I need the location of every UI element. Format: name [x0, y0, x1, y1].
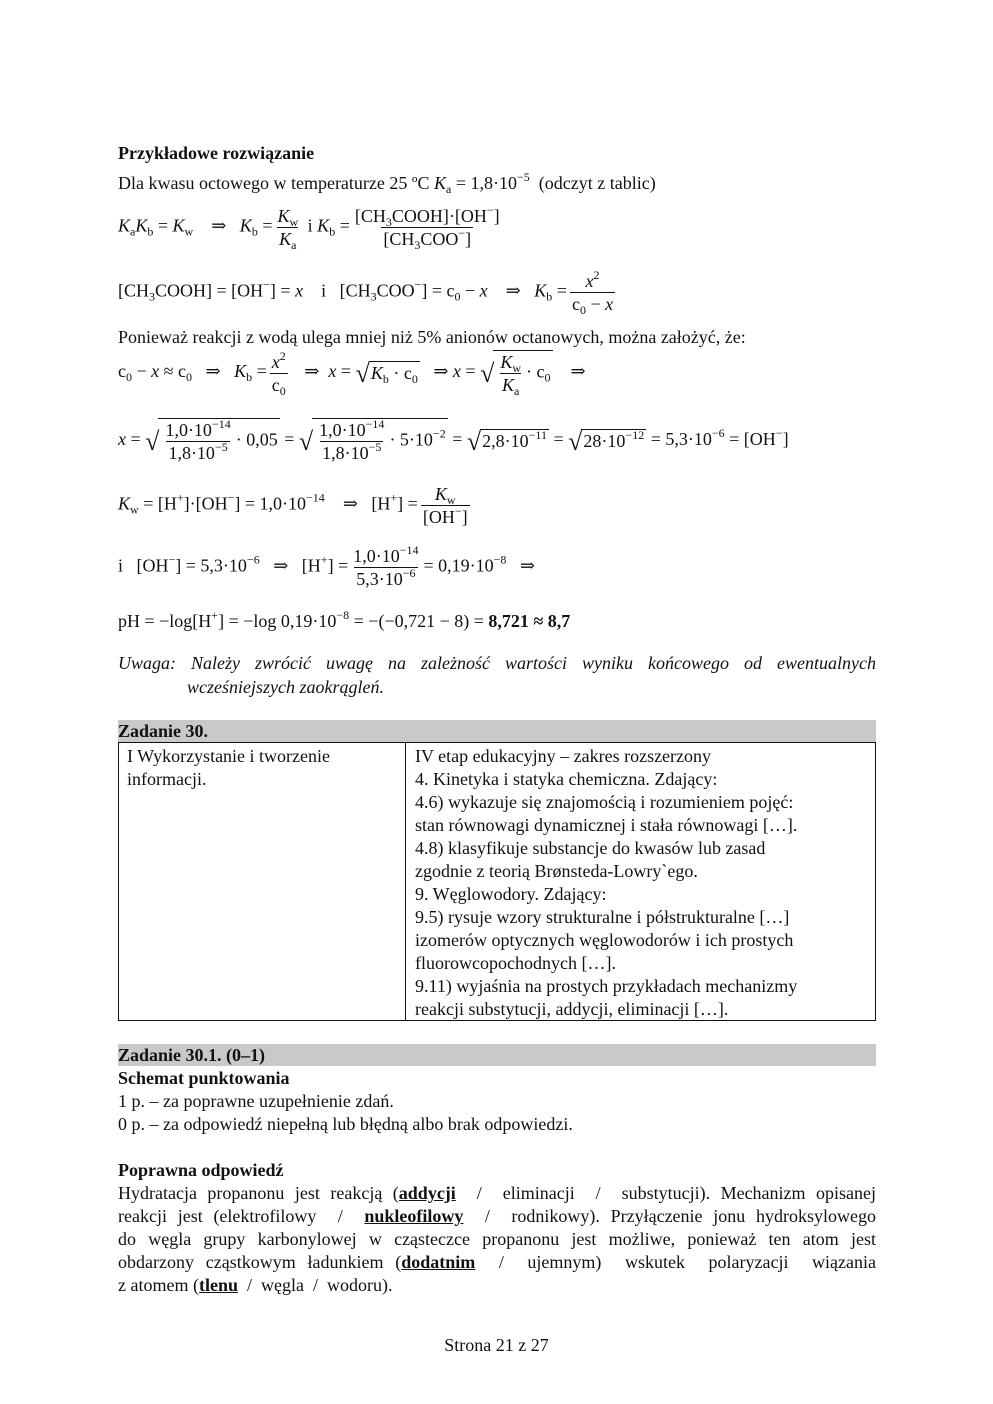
answer-line-5: z atomem (tlenu / węgla / wodoru). — [118, 1275, 393, 1295]
table-divider — [405, 743, 406, 1020]
right-line: 4. Kinetyka i statyka chemiczna. Zdający: — [415, 769, 718, 789]
right-line: zgodnie z teorią Brønsteda-Lowry`ego. — [415, 861, 698, 881]
right-line: 9. Węglowodory. Zdający: — [415, 884, 607, 904]
right-line: stan równowagi dynamicznej i stała równowagi […]. — [415, 815, 798, 835]
answer-line-1: Hydratacja propanonu jest reakcją (addycji / eliminacji / substytucji). Mechanizm opisanej — [118, 1183, 876, 1203]
task301-title-band — [118, 1044, 876, 1066]
task30-title: Zadanie 30. — [118, 721, 209, 741]
answer-nukleofilowy: nukleofilowy — [364, 1206, 464, 1226]
task30-table — [118, 742, 876, 1021]
score-0p: 0 p. – za odpowiedź niepełną lub błędną albo brak odpowiedzi. — [118, 1114, 573, 1134]
intro-line: Dla kwasu octowego w temperaturze 25 ºC $K_a = 1,8\cdot 10^{-5}$ (odczyt z tablic) — [118, 170, 656, 196]
answer-heading: Poprawna odpowiedź — [118, 1160, 284, 1180]
equation-kb: $K_aK_b = K_w$ ⇒ $K_b$ = $\frac{K_w}{K_a}$ i $K_b$ = $\frac{[CH_3COOH]\cdot[OH^-]}{[CH_3COO^-]}$ — [118, 203, 500, 252]
right-line: reakcji substytucji, addycji, eliminacji […]. — [415, 999, 729, 1019]
answer-addycji: addycji — [398, 1183, 456, 1203]
equation-approx: $c_0 - x \approx c_0$ ⇒ $K_b$ = $\frac{x^2}{c_0}$ ⇒ $x = √K_b \cdot c_0$ ⇒ x = √ $\frac{K_w}{K_a}$ · $c_0$ ⇒ — [118, 348, 586, 398]
note-line-2: wcześniejszych zaokrągleń. — [187, 677, 384, 697]
right-line: 9.11) wyjaśnia na prostych przykładach mechanizmy — [415, 976, 798, 996]
task30-right-cell — [415, 745, 870, 1021]
answer-tlenu: tlenu — [198, 1275, 238, 1295]
task301-title: Zadanie 30.1. (0–1) — [118, 1045, 266, 1065]
intro-text: Dla kwasu octowego w temperaturze 25 ºC — [118, 173, 434, 193]
task30-left-cell — [127, 745, 397, 791]
equation-h: i $[OH^-] = 5,3\cdot 10^{-6}$ ⇒ [H+] = $\frac{1,0\cdot 10^{-14}}{5,3\cdot 10^{-6}}$ = $0,19\cdot 10^{-8}$ ⇒ — [118, 543, 536, 589]
answer-dodatnim: dodatnim — [401, 1252, 476, 1272]
right-line: fluorowcopochodnych […]. — [415, 953, 616, 973]
equation-x-value: x = √ $\frac{1,0\cdot 10^{-14}}{1,8\cdot 10^{-5}}$ · 0,05 = √ $\frac{1,0\cdot 10^{-14}}{1,8\cdot 10^{-5}}$ · $5\cdot 10^{-2} = √2,8\cdot 10^{-11} = √28\cdot 10^{-12} = 5,3\cdot 10^{-6} = [OH^-]$ — [118, 417, 789, 463]
equation-x: $[CH_3COOH] = [OH^-] = x$ i $[CH_3COO^-] = c_0 - x$ ⇒ $K_b$ = $\frac{x^2}{c_0 - x}$ — [118, 268, 614, 317]
left-line: I Wykorzystanie i tworzenie — [127, 746, 331, 766]
right-line: 4.8) klasyfikuje substancje do kwasów lub zasad — [415, 838, 766, 858]
answer-line-2: reakcji jest (elektrofilowy / nukleofilowy / rodnikowy). Przyłączenie jonu hydroksylowego — [118, 1206, 877, 1226]
task30-title-band — [118, 720, 876, 742]
right-line: izomerów optycznych węglowodorów i ich prostych — [415, 930, 794, 950]
right-line: 4.6) wykazuje się znajomością i rozumieniem pojęć: — [415, 792, 794, 812]
note-line-1: Uwaga: Należy zwrócić uwagę na zależność wartości wyniku końcowego od ewentualnych — [118, 653, 876, 673]
solution-heading: Przykładowe rozwiązanie — [118, 143, 315, 163]
right-line: IV etap edukacyjny – zakres rozszerzony — [415, 746, 712, 766]
intro-source: (odczyt z tablic) — [538, 173, 656, 193]
scheme-heading: Schemat punktowania — [118, 1068, 290, 1088]
assumption-text: Ponieważ reakcji z wodą ulega mniej niż 5% anionów octanowych, można założyć, że: — [118, 327, 746, 347]
page-footer: Strona 21 z 27 — [444, 1335, 549, 1355]
equation-kw: $K_w = [H^+]\cdot[OH^-] = 1,0\cdot 10^{-14}$ ⇒ [H+] = $\frac{K_w}{[OH^-]}$ — [118, 484, 468, 527]
answer-line-3: do węgla grupy karbonylowej w cząsteczce propanonu jest możliwe, ponieważ ten atom jest — [118, 1229, 876, 1249]
right-line: 9.5) rysuje wzory strukturalne i półstrukturalne […] — [415, 907, 790, 927]
left-line: informacji. — [127, 769, 207, 789]
answer-paragraph — [118, 1182, 876, 1297]
score-1p: 1 p. – za poprawne uzupełnienie zdań. — [118, 1091, 394, 1111]
equation-ph: pH = −log[H+] = −log $0,19\cdot 10^{-8} = -(-0,721 - 8) = 8,721 \approx 8,7$ — [118, 608, 571, 631]
answer-line-4: obdarzony cząstkowym ładunkiem (dodatnim / ujemnym) wskutek polaryzacji wiązania — [118, 1252, 876, 1272]
